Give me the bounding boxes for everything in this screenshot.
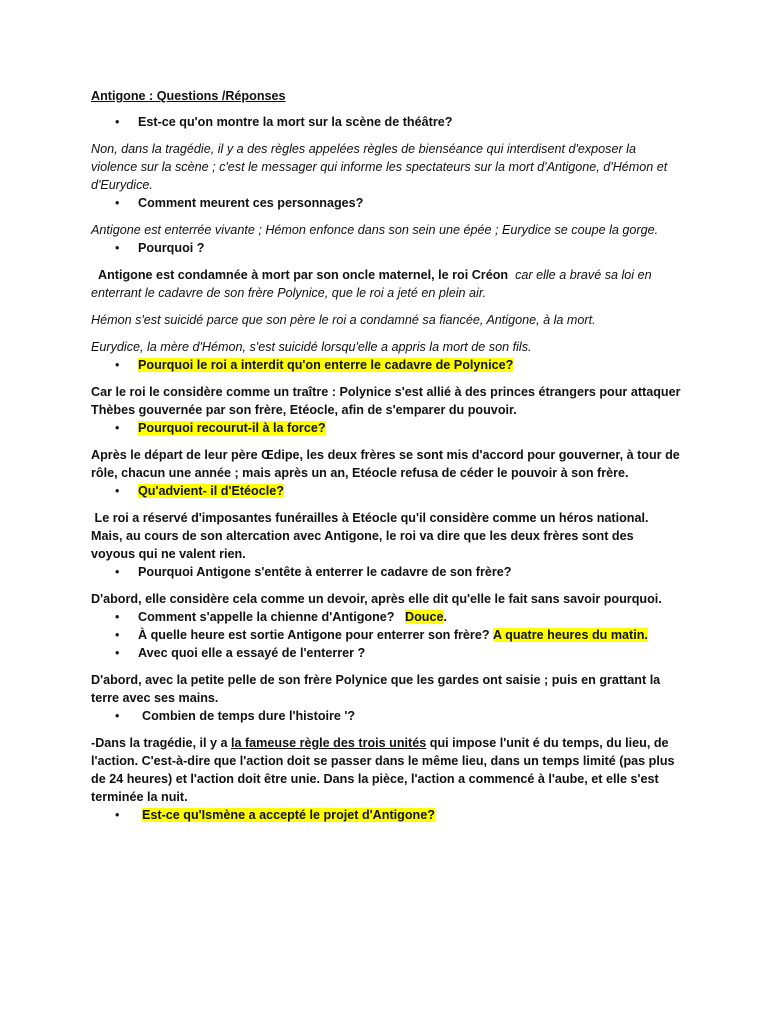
answer-3b: Hémon s'est suicidé parce que son père le roi a condamné sa fiancée, Antigone, à la mort. (91, 313, 596, 327)
document-title: Antigone : Questions /Réponses (91, 89, 286, 103)
bullet: • (115, 628, 120, 642)
answer-2: Antigone est enterrée vivante ; Hémon enfonce dans son sein une épée ; Eurydice se coupe la gorge. (91, 223, 659, 237)
answer-1: Non, dans la tragédie, il y a des règles appelées règles de bienséance qui interdisent d'exposer la violence sur la scène ; c'est le messager qui informe les spectateurs sur la mort d'Antigone, d'Hémon et d'Eurydice. (91, 142, 668, 192)
question-7: • Pourquoi Antigone s'entête à enterrer le cadavre de son frère? (115, 565, 512, 579)
answer-10: D'abord, avec la petite pelle de son frère Polynice que les gardes ont saisie ; puis en grattant la terre avec ses mains. (91, 673, 661, 705)
bullet: • (115, 115, 120, 129)
bullet: • (115, 565, 120, 579)
question-1: • Est-ce qu'on montre la mort sur la scène de théâtre? (115, 115, 453, 129)
bullet: • (115, 646, 120, 660)
question-list (91, 608, 681, 662)
question-list (91, 482, 681, 500)
question-4: • Pourquoi le roi a interdit qu'on enterre le cadavre de Polynice? (115, 358, 514, 372)
question-list (91, 194, 681, 212)
answer-3c: Eurydice, la mère d'Hémon, s'est suicidé lorsqu'elle a appris la mort de son fils. (91, 340, 532, 354)
answer-8: Douce (405, 610, 444, 624)
question-12: • Est-ce qu'Ismène a accepté le projet d'Antigone? (115, 808, 435, 822)
question-5: • Pourquoi recourut-il à la force? (115, 421, 326, 435)
answer-7: D'abord, elle considère cela comme un devoir, après elle dit qu'elle le fait sans savoir pourquoi. (91, 592, 662, 606)
document-page (91, 87, 681, 824)
bullet: • (115, 484, 120, 498)
bullet: • (115, 808, 120, 822)
answer-11: -Dans la tragédie, il y a la fameuse règle des trois unités qui impose l'unit é du temps, du lieu, de l'action. C'est-à-dire que l'action doit se passer dans le même lieu, dans un temps limité (pas plus de 24 heures) et l'action doit être unie. Dans la pièce, l'action a commencé à l'aube, et elle s'est terminée la nuit. (91, 736, 675, 804)
bullet: • (115, 709, 120, 723)
question-list (91, 113, 681, 131)
bullet: • (115, 358, 120, 372)
question-list (91, 239, 681, 257)
answer-5: Après le départ de leur père Œdipe, les deux frères se sont mis d'accord pour gouverner, à tour de rôle, chacun une année ; mais après un an, Etéocle refusa de céder le pouvoir à son frère. (91, 448, 680, 480)
question-list (91, 806, 681, 824)
bullet: • (115, 421, 120, 435)
question-6: • Qu'advient- il d'Etéocle? (115, 484, 284, 498)
question-9: • À quelle heure est sortie Antigone pour enterrer son frère? A quatre heures du matin. (115, 628, 648, 642)
answer-4: Car le roi le considère comme un traître : Polynice s'est allié à des princes étrangers pour attaquer Thèbes gouvernée par son frère, Etéocle, afin de s'emparer du pouvoir. (91, 385, 681, 417)
answer-3: Antigone est condamnée à mort par son oncle maternel, le roi Créon car elle a bravé sa loi en enterrant le cadavre de son frère Polynice, que le roi a jeté en plein air. (91, 268, 656, 300)
question-8: • Comment s'appelle la chienne d'Antigone? Douce. (115, 610, 447, 624)
bullet: • (115, 610, 120, 624)
bullet: • (115, 241, 120, 255)
question-list (91, 707, 681, 725)
question-list (91, 419, 681, 437)
question-list (91, 563, 681, 581)
answer-9: A quatre heures du matin. (493, 628, 648, 642)
question-10: • Avec quoi elle a essayé de l'enterrer ? (115, 646, 366, 660)
question-2: • Comment meurent ces personnages? (115, 196, 364, 210)
question-3: • Pourquoi ? (115, 241, 205, 255)
question-11: • Combien de temps dure l'histoire '? (115, 709, 356, 723)
answer-6: Le roi a réservé d'imposantes funérailles à Etéocle qu'il considère comme un héros national. Mais, au cours de son altercation avec Antigone, le roi va dire que les deux frères sont des voyous qui ne valent rien. (91, 511, 652, 561)
bullet: • (115, 196, 120, 210)
question-list (91, 356, 681, 374)
